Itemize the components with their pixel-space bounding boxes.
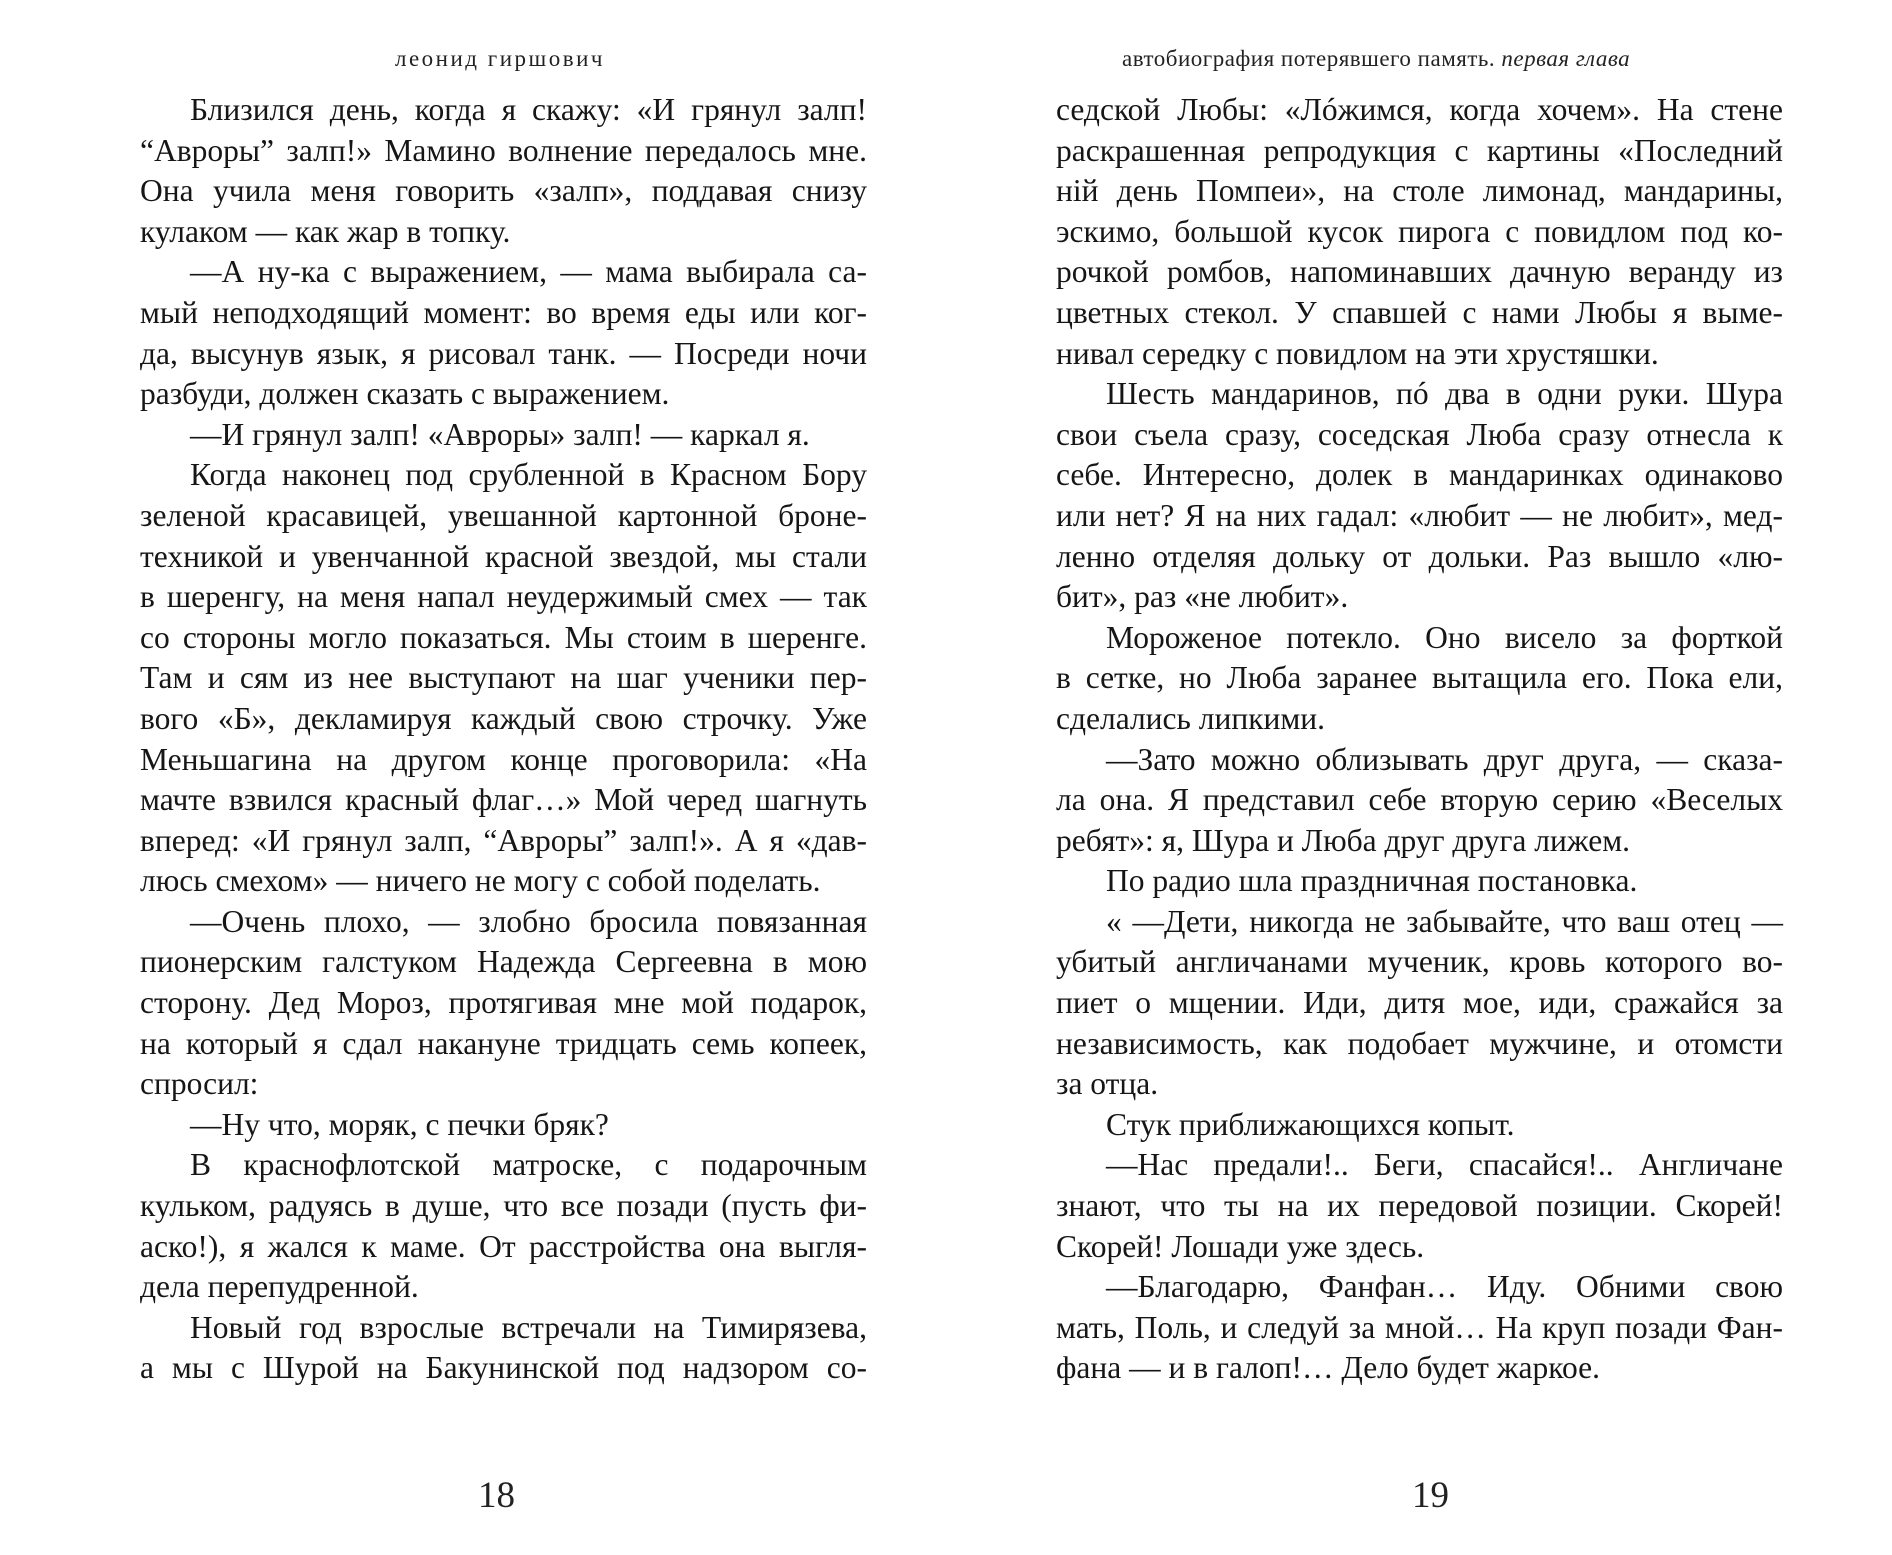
text-line: Новый год взрослые встречали на Тимирязева, xyxy=(190,1309,867,1345)
running-head-text: автобиография потерявшего память. xyxy=(1122,46,1496,71)
text-line: рочкой ромбов, напоминавших дачную веранду из xyxy=(1056,254,1783,290)
text-line: себе. Интересно, долек в мандаринках одинаково xyxy=(1056,457,1783,493)
text-line: Скорей! Лошади уже здесь. xyxy=(1056,1228,1425,1264)
text-line: зеленой красавицей, увешанной картонной броне- xyxy=(140,497,867,533)
text-line: эскимо, большой кусок пирога с повидлом под ко- xyxy=(1056,213,1783,249)
running-head-chapter: первая глава xyxy=(1501,46,1631,71)
text-line: разбуди, должен сказать с выражением. xyxy=(140,376,670,412)
text-line: а мы с Шурой на Бакунинской под надзором со- xyxy=(140,1350,867,1386)
text-line: в шеренгу, на меня напал неудержимый смех — так xyxy=(140,579,867,615)
text-line: Меньшагина на другом конце проговорила: «На xyxy=(140,741,867,777)
text-line: Шесть мандаринов, пó два в одни руки. Шура xyxy=(1106,376,1783,412)
text-line: мать, Поль, и следуй за мной… На круп позади Фан- xyxy=(1056,1309,1783,1345)
text-line: независимость, как подобает мужчине, и отомсти xyxy=(1056,1025,1783,1061)
text-line: вого «Б», декламируя каждый свою строчку. Уже xyxy=(140,700,867,736)
text-line: Близился день, когда я скажу: «И грянул залп! xyxy=(190,92,867,127)
text-line: —Очень плохо, — злобно бросила повязанная xyxy=(190,903,867,939)
text-line: ла она. Я представил себе вторую серию «Веселых xyxy=(1056,782,1783,818)
text-line: в сетке, но Люба заранее вытащила его. Пока ели, xyxy=(1056,660,1783,696)
right-page-body xyxy=(1056,90,1783,1389)
text-line: ній день Помпеи», на столе лимонад, мандарины, xyxy=(1056,173,1783,209)
text-line: “Авроры” залп!» Мамино волнение передалось мне. xyxy=(140,132,867,168)
text-line: Мороженое потекло. Оно висело за форткой xyxy=(1106,619,1783,655)
text-line: спросил: xyxy=(140,1066,259,1102)
text-line: пионерским галстуком Надежда Сергеевна в мою xyxy=(140,944,867,980)
text-line: мый неподходящий момент: во время еды или ког- xyxy=(140,294,867,330)
text-line: нивал середку с повидлом на эти хрустяшки. xyxy=(1056,335,1659,371)
running-head-title xyxy=(1122,46,1630,72)
text-line: « —Дети, никогда не забывайте, что ваш отец — xyxy=(1106,903,1783,939)
text-line: бит», раз «не любит». xyxy=(1056,579,1349,615)
running-head-author xyxy=(395,46,605,72)
text-line: на который я сдал накануне тридцать семь копеек, xyxy=(140,1025,867,1061)
text-line: Там и сям из нее выступают на шаг ученики пер- xyxy=(140,660,867,696)
text-line: кулаком — как жар в топку. xyxy=(140,213,511,249)
text-line: техникой и увенчанной красной звездой, мы стали xyxy=(140,538,867,574)
text-line: вперед: «И грянул залп, “Авроры” залп!». А я «дав- xyxy=(140,822,867,858)
text-line: Она учила меня говорить «залп», поддавая снизу xyxy=(140,173,867,209)
text-line: седской Любы: «Лóжимся, когда хочем». На стене xyxy=(1056,92,1783,127)
text-line: пиет о мщении. Иди, дитя мое, иди, сражайся за xyxy=(1056,985,1783,1021)
text-line: По радио шла праздничная постановка. xyxy=(1106,863,1638,899)
text-line: —И грянул залп! «Авроры» залп! — каркал я. xyxy=(190,416,810,452)
text-line: —Ну что, моряк, с печки бряк? xyxy=(190,1106,609,1142)
page-number-right: 19 xyxy=(1412,1475,1449,1516)
text-line: да, высунув язык, я рисовал танк. — Посреди ночи xyxy=(140,335,867,371)
text-line: —Зато можно облизывать друг друга, — сказа- xyxy=(1106,741,1783,777)
right-page xyxy=(946,0,1892,1555)
text-line: люсь смехом» — ничего не могу с собой поделать. xyxy=(140,863,821,899)
text-line: убитый англичанами мученик, кровь которого во- xyxy=(1056,944,1783,980)
text-line: раскрашенная репродукция с картины «Последний xyxy=(1056,132,1783,168)
text-line: аско!), я жался к маме. От расстройства она выгля- xyxy=(140,1228,867,1264)
text-line: за отца. xyxy=(1056,1066,1159,1102)
text-line: сделались липкими. xyxy=(1056,700,1326,736)
text-line: ленно отделяя дольку от дольки. Раз вышло «лю- xyxy=(1056,538,1783,574)
text-line: знают, что ты на их передовой позиции. Скорей! xyxy=(1056,1188,1783,1224)
text-line: —Нас предали!.. Беги, спасайся!.. Англичане xyxy=(1106,1147,1783,1183)
text-line: мачте взвился красный флаг…» Мой черед шагнуть xyxy=(140,782,867,818)
text-line: свои съела сразу, соседская Люба сразу отнесла к xyxy=(1056,416,1783,452)
text-line: или нет? Я на них гадал: «любит — не любит», мед- xyxy=(1056,497,1783,533)
text-line: кульком, радуясь в душе, что все позади (пусть фи- xyxy=(140,1188,867,1224)
text-line: —Благодарю, Фанфан… Иду. Обними свою xyxy=(1106,1269,1783,1305)
text-line: Когда наконец под срубленной в Красном Бору xyxy=(190,457,867,493)
text-line: —А ну-ка с выражением, — мама выбирала са- xyxy=(190,254,867,290)
text-line: В краснофлотской матроске, с подарочным xyxy=(190,1147,867,1183)
text-line: Стук приближающихся копыт. xyxy=(1106,1106,1515,1142)
text-line: сторону. Дед Мороз, протягивая мне мой подарок, xyxy=(140,985,867,1021)
text-line: цветных стекол. У спавшей с нами Любы я выме- xyxy=(1056,294,1783,330)
text-line: со стороны могло показаться. Мы стоим в шеренге. xyxy=(140,619,867,655)
left-page-body xyxy=(140,90,867,1389)
text-line: фана — и в галоп!… Дело будет жаркое. xyxy=(1056,1350,1600,1386)
page-number-left: 18 xyxy=(478,1475,515,1516)
text-line: дела перепудренной. xyxy=(140,1269,419,1305)
text-line: ребят»: я, Шура и Люба друг друга лижем. xyxy=(1056,822,1630,858)
running-head-text: леонид гиршович xyxy=(395,46,605,71)
